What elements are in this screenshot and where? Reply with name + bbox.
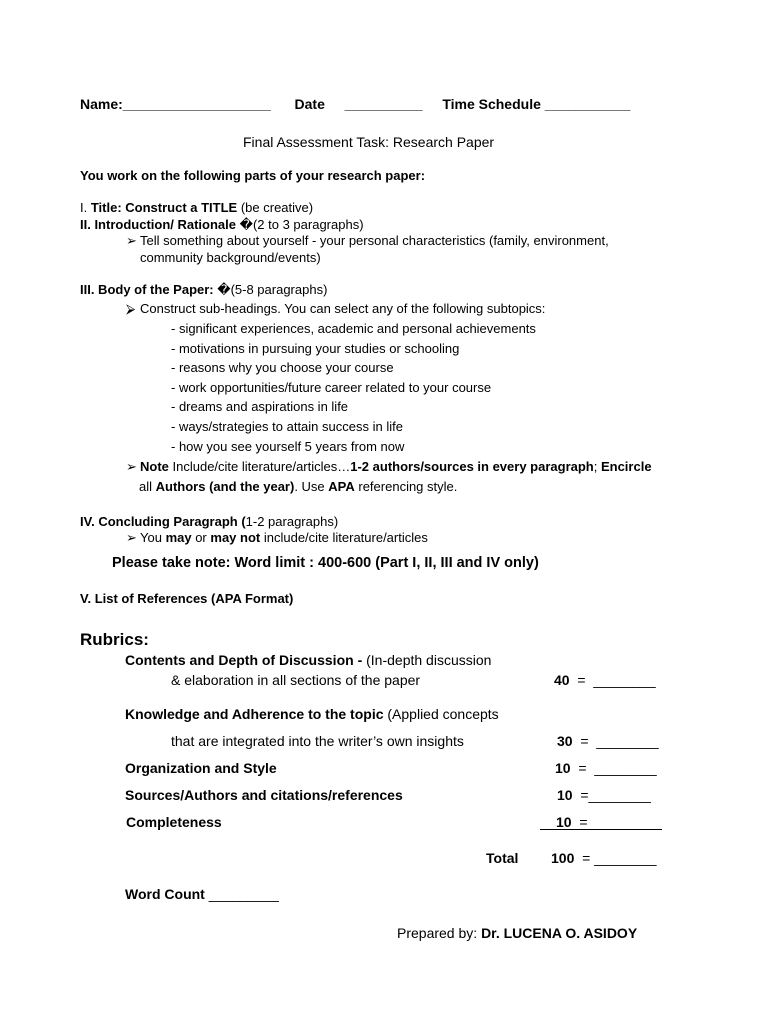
subtopic-item: - work opportunities/future career related to your course [171, 380, 492, 395]
rubric-points: 10 [555, 760, 571, 776]
part-2-bullet-cont: community background/events) [140, 250, 321, 265]
page-title: Final Assessment Task: Research Paper [243, 134, 495, 150]
rubric-points: 10 [556, 814, 572, 830]
note-text: referencing style. [354, 479, 458, 494]
note-text: ; [593, 459, 601, 474]
score-blank: ________ [594, 850, 657, 866]
date-field-label: Date [294, 96, 325, 112]
part-5-title: V. List of References (APA Format) [80, 591, 294, 606]
note-emphasis: 1-2 authors/sources in every paragraph [350, 459, 594, 474]
part-1-note: (be creative) [237, 200, 314, 215]
part-4-note: 1-2 paragraphs) [245, 514, 339, 529]
score-blank: ________ [593, 672, 656, 688]
equals-sign: = [580, 733, 589, 749]
total-points: 100 [551, 850, 575, 866]
rubric-description: (Applied concepts [387, 706, 499, 722]
arrow-bullet-icon: ➢ [126, 233, 137, 248]
arrow-bullet-icon: ➢ [126, 530, 137, 545]
rubric-points: 10 [557, 787, 573, 803]
rubric-knowledge-cont: that are integrated into the writer’s own insights [171, 733, 464, 749]
subtopic-item: - dreams and aspirations in life [171, 399, 349, 414]
note-label: Note [140, 459, 169, 474]
note-emphasis: Encircle [600, 459, 652, 474]
part-2-bullet [126, 233, 692, 249]
subtopic-item: - motivations in pursuing your studies or schooling [171, 341, 460, 356]
intro-text: You work on the following parts of your research paper: [80, 168, 426, 183]
part-3-bullet [126, 301, 545, 317]
word-count-label: Word Count [125, 886, 205, 902]
subtopic-item: - significant experiences, academic and personal achievements [171, 321, 536, 336]
note-text: . Use [294, 479, 329, 494]
total-score-row [551, 850, 657, 866]
note-text: all [139, 479, 156, 494]
subtopic-item: - ways/strategies to attain success in life [171, 419, 403, 434]
rubric-criterion: Knowledge and Adherence to the topic [125, 706, 388, 722]
score-blank: ________ [588, 787, 651, 803]
rubric-score-row [555, 760, 657, 776]
name-field-label: Name:___________________ [80, 96, 271, 112]
part-3-line [80, 282, 327, 298]
note-emphasis: APA [328, 479, 355, 494]
equals-sign: = [578, 760, 587, 776]
bullet-text: You [140, 530, 166, 545]
rubric-criterion: Contents and Depth of Discussion - [125, 652, 367, 668]
rubric-organization: Organization and Style [125, 760, 277, 776]
rubric-contents-cont: & elaboration in all sections of the paper [171, 672, 421, 688]
part-2-bullet-text: Tell something about yourself - your personal characteristics (family, environment, [140, 233, 609, 248]
part-1-line [80, 200, 313, 215]
word-count-line: _________ [208, 886, 279, 902]
note-emphasis: Authors (and the year) [155, 479, 295, 494]
time-schedule-line: ___________ [544, 96, 631, 112]
part-3-title: III. Body of the Paper: [80, 282, 214, 297]
equals-sign: = [582, 850, 591, 866]
rubric-points: 30 [557, 733, 573, 749]
rubric-completeness: Completeness [126, 814, 222, 830]
part-4-line [80, 514, 338, 529]
part-3-note-cont [139, 479, 457, 494]
rubrics-heading: Rubrics: [80, 630, 149, 649]
rubric-score-row [557, 733, 659, 749]
rubric-description: (In-depth discussion [366, 652, 492, 668]
prepared-by [397, 925, 637, 941]
bullet-text: or [191, 530, 211, 545]
rubric-contents [125, 652, 491, 668]
score-blank: ________ [596, 733, 659, 749]
subtopic-item: - reasons why you choose your course [171, 360, 394, 375]
time-schedule-label: Time Schedule [442, 96, 541, 112]
bullet-text: include/cite literature/articles [260, 530, 428, 545]
word-limit-note: Please take note: Word limit : 400-600 (Part I, II, III and IV only) [112, 555, 539, 571]
rubric-score-row [540, 814, 662, 830]
total-label: Total [486, 850, 519, 866]
part-4-title: IV. Concluding Paragraph ( [80, 514, 246, 529]
rubric-sources: Sources/Authors and citations/references [125, 787, 403, 803]
arrow-bullet-icon: ➢ [126, 459, 137, 474]
part-2-title: II. Introduction/ Rationale [80, 217, 236, 232]
equals-sign: = [579, 814, 588, 830]
prepared-by-name: Dr. LUCENA O. ASIDOY [481, 925, 638, 941]
part-3-note: �(5-8 paragraphs) [217, 282, 328, 297]
part-3-note-line [126, 459, 652, 475]
part-1-title: Title: Construct a TITLE [90, 200, 238, 215]
equals-sign: = [577, 672, 586, 688]
part-1-prefix: I. [80, 200, 91, 215]
date-field-line: __________ [344, 96, 423, 112]
rubric-points: 40 [554, 672, 570, 688]
bullet-emphasis: may not [210, 530, 261, 545]
part-2-line [80, 217, 364, 233]
score-blank: ________ [594, 760, 657, 776]
part-4-bullet [126, 530, 428, 546]
header-line [80, 96, 630, 112]
rubric-score-row [554, 672, 656, 688]
rubric-knowledge [125, 706, 499, 722]
part-3-bullet-text: Construct sub-headings. You can select any of the following subtopics: [140, 301, 546, 316]
arrow-bullet-icon: ⮚ [126, 301, 136, 316]
bullet-emphasis: may [165, 530, 192, 545]
part-2-note: �(2 to 3 paragraphs) [239, 217, 364, 232]
rubric-score-row [557, 787, 651, 803]
prepared-by-label: Prepared by: [397, 925, 482, 941]
equals-sign: = [580, 787, 589, 803]
word-count [125, 886, 279, 902]
note-text: Include/cite literature/articles… [168, 459, 351, 474]
subtopic-item: - how you see yourself 5 years from now [171, 439, 405, 454]
